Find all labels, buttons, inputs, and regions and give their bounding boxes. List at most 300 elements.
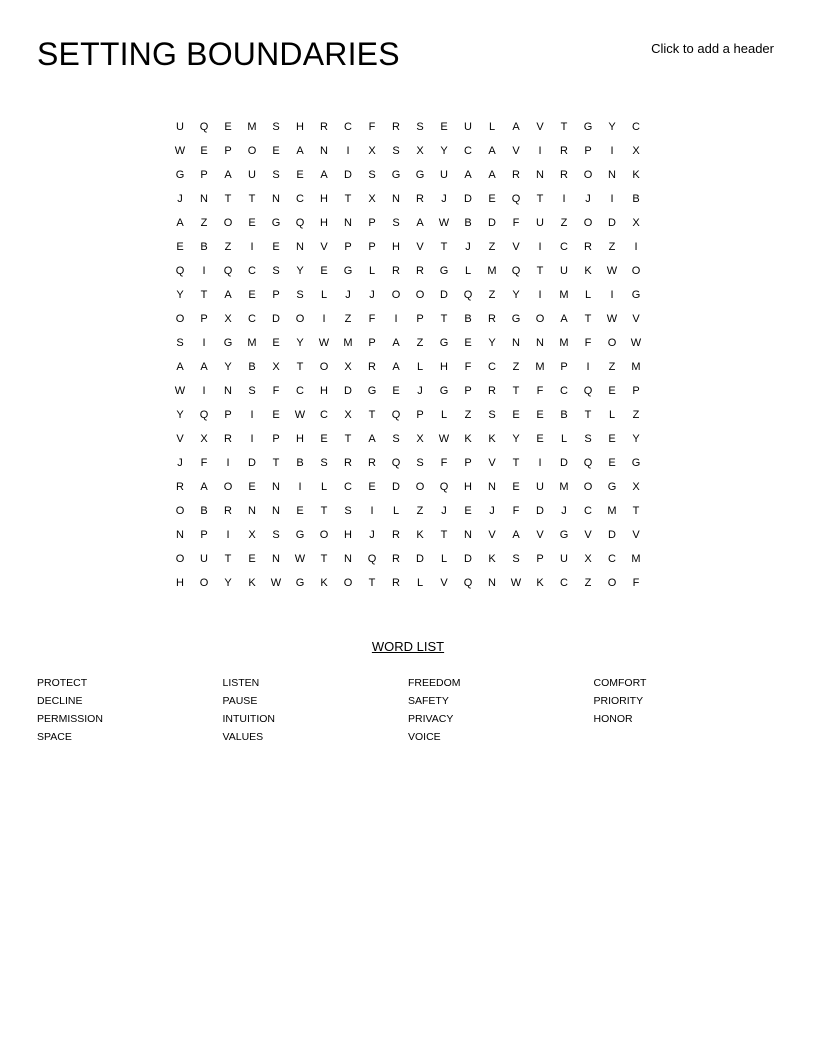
grid-cell: O <box>319 529 329 541</box>
grid-cell: I <box>562 193 566 205</box>
grid-cell: N <box>272 481 280 493</box>
grid-cell: X <box>224 313 232 325</box>
grid-cell: I <box>202 337 206 349</box>
grid-cell: L <box>584 289 592 301</box>
header-placeholder[interactable]: Click to add a header <box>651 41 774 56</box>
grid-cell: W <box>294 553 306 565</box>
grid-cell: Q <box>463 577 473 589</box>
grid-cell: O <box>175 505 185 517</box>
grid-cell: U <box>560 265 568 277</box>
grid-cell: E <box>200 145 208 157</box>
word-list-heading <box>0 639 816 655</box>
grid-cell: O <box>199 577 209 589</box>
grid-cell: Z <box>608 361 616 373</box>
word-list-item: INTUITION <box>222 713 275 725</box>
grid-cell: V <box>584 529 592 541</box>
grid-cell: Q <box>463 289 473 301</box>
grid-cell: A <box>176 361 184 373</box>
grid-cell: D <box>440 289 448 301</box>
grid-cell: Q <box>295 217 305 229</box>
word-list-heading-text: WORD LIST <box>371 639 445 654</box>
grid-cell: M <box>535 361 545 373</box>
grid-cell: J <box>369 289 375 301</box>
grid-cell: E <box>272 337 280 349</box>
grid-cell: Y <box>296 265 304 277</box>
grid-cell: P <box>344 241 352 253</box>
grid-cell: M <box>607 505 617 517</box>
grid-cell: N <box>344 217 352 229</box>
grid-cell: C <box>560 577 568 589</box>
page-title: SETTING BOUNDARIES <box>37 36 400 72</box>
grid-cell: C <box>584 505 592 517</box>
grid-cell: X <box>344 409 352 421</box>
grid-cell: R <box>224 505 232 517</box>
grid-cell: R <box>416 193 424 205</box>
grid-cell: D <box>248 457 256 469</box>
grid-cell: T <box>584 409 592 421</box>
grid-cell: Z <box>200 217 208 229</box>
grid-cell: E <box>608 433 616 445</box>
grid-cell: W <box>438 433 450 445</box>
grid-cell: Q <box>223 265 233 277</box>
grid-cell: F <box>632 577 640 589</box>
grid-cell: N <box>464 529 472 541</box>
grid-cell: G <box>439 337 449 349</box>
grid-cell: O <box>295 313 305 325</box>
grid-cell: C <box>632 121 640 133</box>
grid-cell: O <box>175 553 185 565</box>
grid-cell: K <box>416 529 424 541</box>
word-list-item: VOICE <box>408 731 441 743</box>
grid-cell: A <box>200 481 208 493</box>
grid-cell: S <box>488 409 496 421</box>
grid-cell: O <box>607 337 617 349</box>
grid-cell: T <box>440 241 448 253</box>
grid-cell: S <box>416 457 424 469</box>
grid-cell: I <box>226 529 230 541</box>
grid-cell: W <box>630 337 642 349</box>
grid-cell: G <box>391 169 401 181</box>
grid-cell: Y <box>488 337 496 349</box>
grid-cell: F <box>464 361 472 373</box>
grid-cell: O <box>415 481 425 493</box>
grid-cell: D <box>608 217 616 229</box>
grid-cell: Z <box>416 337 424 349</box>
grid-cell: G <box>223 337 233 349</box>
grid-cell: F <box>512 217 520 229</box>
grid-cell: Y <box>176 409 184 421</box>
grid-cell: V <box>536 121 544 133</box>
grid-cell: B <box>464 217 472 229</box>
grid-cell: J <box>561 505 567 517</box>
grid-cell: R <box>344 457 352 469</box>
grid-cell: M <box>559 337 569 349</box>
grid-cell: B <box>632 193 640 205</box>
grid-cell: T <box>440 313 448 325</box>
grid-cell: W <box>606 313 618 325</box>
grid-cell: T <box>584 313 592 325</box>
grid-cell: O <box>319 361 329 373</box>
word-list-item: PROTECT <box>37 677 88 689</box>
grid-cell: G <box>415 169 425 181</box>
grid-cell: P <box>200 529 208 541</box>
grid-cell: Y <box>440 145 448 157</box>
grid-cell: S <box>392 433 400 445</box>
grid-cell: I <box>250 409 254 421</box>
grid-cell: A <box>392 337 400 349</box>
grid-cell: R <box>176 481 184 493</box>
grid-cell: A <box>560 313 568 325</box>
grid-cell: T <box>536 265 544 277</box>
grid-cell: E <box>392 385 400 397</box>
grid-cell: L <box>560 433 568 445</box>
letter-grid <box>168 115 648 595</box>
word-list-item: SAFETY <box>408 695 449 707</box>
grid-cell: G <box>607 481 617 493</box>
grid-cell: N <box>176 529 184 541</box>
grid-cell: Q <box>367 553 377 565</box>
grid-cell: Y <box>512 433 520 445</box>
grid-cell: Y <box>176 289 184 301</box>
grid-cell: V <box>632 313 640 325</box>
grid-cell: Z <box>608 241 616 253</box>
grid-cell: U <box>536 217 544 229</box>
grid-cell: N <box>272 553 280 565</box>
grid-cell: G <box>631 457 641 469</box>
grid-cell: Z <box>584 577 592 589</box>
grid-cell: E <box>464 505 472 517</box>
grid-cell: Z <box>488 241 496 253</box>
grid-cell: M <box>559 289 569 301</box>
grid-cell: I <box>346 145 350 157</box>
grid-cell: I <box>610 289 614 301</box>
grid-cell: A <box>416 217 424 229</box>
grid-cell: O <box>223 217 233 229</box>
grid-cell: C <box>296 385 304 397</box>
grid-cell: V <box>416 241 424 253</box>
grid-cell: I <box>250 433 254 445</box>
grid-cell: C <box>344 121 352 133</box>
grid-cell: T <box>296 361 304 373</box>
grid-cell: T <box>512 385 520 397</box>
grid-cell: G <box>295 577 305 589</box>
grid-cell: H <box>320 217 328 229</box>
grid-cell: J <box>441 193 447 205</box>
grid-cell: H <box>320 193 328 205</box>
grid-cell: A <box>464 169 472 181</box>
grid-cell: A <box>296 145 304 157</box>
grid-cell: E <box>608 385 616 397</box>
grid-cell: G <box>439 265 449 277</box>
grid-cell: E <box>320 433 328 445</box>
grid-cell: X <box>272 361 280 373</box>
grid-cell: J <box>465 241 471 253</box>
grid-cell: I <box>538 457 542 469</box>
grid-cell: D <box>392 481 400 493</box>
grid-cell: K <box>488 553 496 565</box>
grid-cell: O <box>583 169 593 181</box>
grid-cell: W <box>318 337 330 349</box>
grid-cell: X <box>416 433 424 445</box>
grid-cell: X <box>368 193 376 205</box>
grid-cell: N <box>488 481 496 493</box>
grid-cell: H <box>320 385 328 397</box>
grid-cell: C <box>560 241 568 253</box>
grid-cell: M <box>247 121 257 133</box>
grid-cell: I <box>394 313 398 325</box>
grid-cell: R <box>392 553 400 565</box>
word-list-item: LISTEN <box>222 677 260 689</box>
grid-cell: S <box>392 145 400 157</box>
grid-cell: V <box>488 529 496 541</box>
grid-cell: A <box>200 361 208 373</box>
grid-cell: B <box>560 409 568 421</box>
grid-cell: B <box>464 313 472 325</box>
grid-cell: L <box>488 121 496 133</box>
grid-cell: Z <box>560 217 568 229</box>
grid-cell: V <box>512 241 520 253</box>
grid-cell: H <box>176 577 184 589</box>
word-list-item: PRIVACY <box>408 713 454 725</box>
grid-cell: S <box>368 169 376 181</box>
grid-cell: E <box>512 481 520 493</box>
grid-cell: S <box>392 217 400 229</box>
grid-cell: T <box>344 193 352 205</box>
grid-cell: U <box>200 553 208 565</box>
grid-cell: P <box>464 385 472 397</box>
grid-cell: E <box>536 433 544 445</box>
grid-cell: S <box>416 121 424 133</box>
grid-cell: J <box>489 505 495 517</box>
grid-cell: X <box>584 553 592 565</box>
grid-cell: Z <box>512 361 520 373</box>
word-list-item: PRIORITY <box>593 695 644 707</box>
grid-cell: X <box>344 361 352 373</box>
grid-cell: T <box>344 433 352 445</box>
grid-cell: P <box>200 169 208 181</box>
grid-cell: Q <box>583 385 593 397</box>
grid-cell: N <box>224 385 232 397</box>
grid-cell: T <box>320 505 328 517</box>
grid-cell: H <box>464 481 472 493</box>
grid-cell: O <box>535 313 545 325</box>
grid-cell: Q <box>199 409 209 421</box>
grid-cell: E <box>176 241 184 253</box>
grid-cell: D <box>488 217 496 229</box>
grid-cell: D <box>560 457 568 469</box>
grid-cell: F <box>584 337 592 349</box>
grid-cell: A <box>224 289 232 301</box>
grid-cell: N <box>344 553 352 565</box>
grid-cell: L <box>392 505 400 517</box>
grid-cell: Z <box>464 409 472 421</box>
grid-cell: Y <box>512 289 520 301</box>
grid-cell: E <box>272 409 280 421</box>
grid-cell: V <box>488 457 496 469</box>
grid-cell: H <box>440 361 448 373</box>
grid-cell: S <box>272 121 280 133</box>
grid-cell: W <box>174 385 186 397</box>
grid-cell: Z <box>488 289 496 301</box>
grid-cell: K <box>584 265 592 277</box>
grid-cell: N <box>200 193 208 205</box>
word-list-item: PAUSE <box>222 695 258 707</box>
grid-cell: U <box>560 553 568 565</box>
grid-cell: T <box>368 577 376 589</box>
grid-cell: M <box>343 337 353 349</box>
grid-cell: P <box>416 313 424 325</box>
grid-cell: H <box>296 433 304 445</box>
grid-cell: F <box>368 121 376 133</box>
grid-cell: I <box>226 457 230 469</box>
grid-cell: V <box>536 529 544 541</box>
grid-cell: N <box>536 169 544 181</box>
grid-cell: P <box>368 217 376 229</box>
grid-cell: N <box>320 145 328 157</box>
grid-cell: E <box>248 217 256 229</box>
grid-cell: Q <box>391 457 401 469</box>
grid-cell: P <box>200 313 208 325</box>
grid-cell: Q <box>511 193 521 205</box>
grid-cell: J <box>177 193 183 205</box>
grid-cell: C <box>248 313 256 325</box>
grid-cell: K <box>536 577 544 589</box>
grid-cell: G <box>631 289 641 301</box>
grid-cell: V <box>176 433 184 445</box>
grid-cell: D <box>608 529 616 541</box>
grid-cell: T <box>440 529 448 541</box>
grid-cell: R <box>512 169 520 181</box>
grid-cell: D <box>344 169 352 181</box>
grid-cell: L <box>608 409 616 421</box>
grid-cell: O <box>343 577 353 589</box>
grid-cell: F <box>368 313 376 325</box>
grid-cell: R <box>368 457 376 469</box>
grid-cell: M <box>559 481 569 493</box>
grid-cell: C <box>248 265 256 277</box>
grid-cell: D <box>416 553 424 565</box>
grid-cell: Y <box>296 337 304 349</box>
grid-cell: T <box>248 193 256 205</box>
grid-cell: H <box>392 241 400 253</box>
word-list-item: PERMISSION <box>37 713 103 725</box>
grid-cell: T <box>224 193 232 205</box>
grid-cell: A <box>224 169 232 181</box>
grid-cell: E <box>440 121 448 133</box>
grid-cell: V <box>320 241 328 253</box>
grid-cell: F <box>440 457 448 469</box>
grid-cell: L <box>320 481 328 493</box>
grid-cell: O <box>631 265 641 277</box>
grid-cell: S <box>320 457 328 469</box>
grid-cell: A <box>392 361 400 373</box>
grid-cell: X <box>632 145 640 157</box>
grid-cell: X <box>368 145 376 157</box>
grid-cell: E <box>248 481 256 493</box>
grid-cell: H <box>296 121 304 133</box>
grid-cell: P <box>560 361 568 373</box>
grid-cell: N <box>608 169 616 181</box>
grid-cell: I <box>202 385 206 397</box>
grid-cell: N <box>488 577 496 589</box>
grid-cell: K <box>632 169 640 181</box>
grid-cell: W <box>174 145 186 157</box>
grid-cell: V <box>440 577 448 589</box>
grid-cell: O <box>583 217 593 229</box>
grid-cell: G <box>367 385 377 397</box>
grid-cell: B <box>296 457 304 469</box>
grid-cell: R <box>392 577 400 589</box>
grid-cell: W <box>510 577 522 589</box>
grid-cell: L <box>320 289 328 301</box>
grid-cell: J <box>585 193 591 205</box>
grid-cell: M <box>631 553 641 565</box>
grid-cell: R <box>560 145 568 157</box>
grid-cell: N <box>248 505 256 517</box>
grid-cell: P <box>368 337 376 349</box>
grid-cell: M <box>487 265 497 277</box>
grid-cell: N <box>272 193 280 205</box>
grid-cell: R <box>488 313 496 325</box>
grid-cell: E <box>368 481 376 493</box>
grid-cell: S <box>272 265 280 277</box>
grid-cell: E <box>272 145 280 157</box>
grid-cell: T <box>368 409 376 421</box>
grid-cell: O <box>583 481 593 493</box>
grid-cell: Z <box>344 313 352 325</box>
grid-cell: A <box>488 145 496 157</box>
grid-cell: Y <box>632 433 640 445</box>
grid-cell: J <box>369 529 375 541</box>
grid-cell: C <box>608 553 616 565</box>
grid-cell: I <box>538 241 542 253</box>
grid-cell: G <box>271 217 281 229</box>
grid-cell: I <box>538 289 542 301</box>
grid-cell: E <box>248 553 256 565</box>
grid-cell: F <box>536 385 544 397</box>
word-list-item: HONOR <box>593 713 633 725</box>
grid-cell: G <box>439 385 449 397</box>
grid-cell: J <box>177 457 183 469</box>
grid-cell: X <box>248 529 256 541</box>
grid-cell: T <box>632 505 640 517</box>
grid-cell: W <box>270 577 282 589</box>
grid-cell: U <box>464 121 472 133</box>
grid-cell: C <box>464 145 472 157</box>
grid-cell: I <box>610 145 614 157</box>
grid-cell: A <box>320 169 328 181</box>
grid-cell: K <box>320 577 328 589</box>
grid-cell: P <box>584 145 592 157</box>
grid-cell: J <box>441 505 447 517</box>
grid-cell: P <box>464 457 472 469</box>
grid-cell: I <box>610 193 614 205</box>
grid-cell: E <box>512 409 520 421</box>
grid-cell: B <box>248 361 256 373</box>
grid-cell: K <box>464 433 472 445</box>
grid-cell: S <box>272 529 280 541</box>
grid-cell: A <box>488 169 496 181</box>
word-list <box>37 674 779 746</box>
grid-cell: I <box>202 265 206 277</box>
grid-cell: X <box>416 145 424 157</box>
grid-cell: Z <box>224 241 232 253</box>
grid-cell: Q <box>175 265 185 277</box>
grid-cell: R <box>392 121 400 133</box>
grid-cell: T <box>320 553 328 565</box>
grid-cell: W <box>438 217 450 229</box>
grid-cell: I <box>250 241 254 253</box>
